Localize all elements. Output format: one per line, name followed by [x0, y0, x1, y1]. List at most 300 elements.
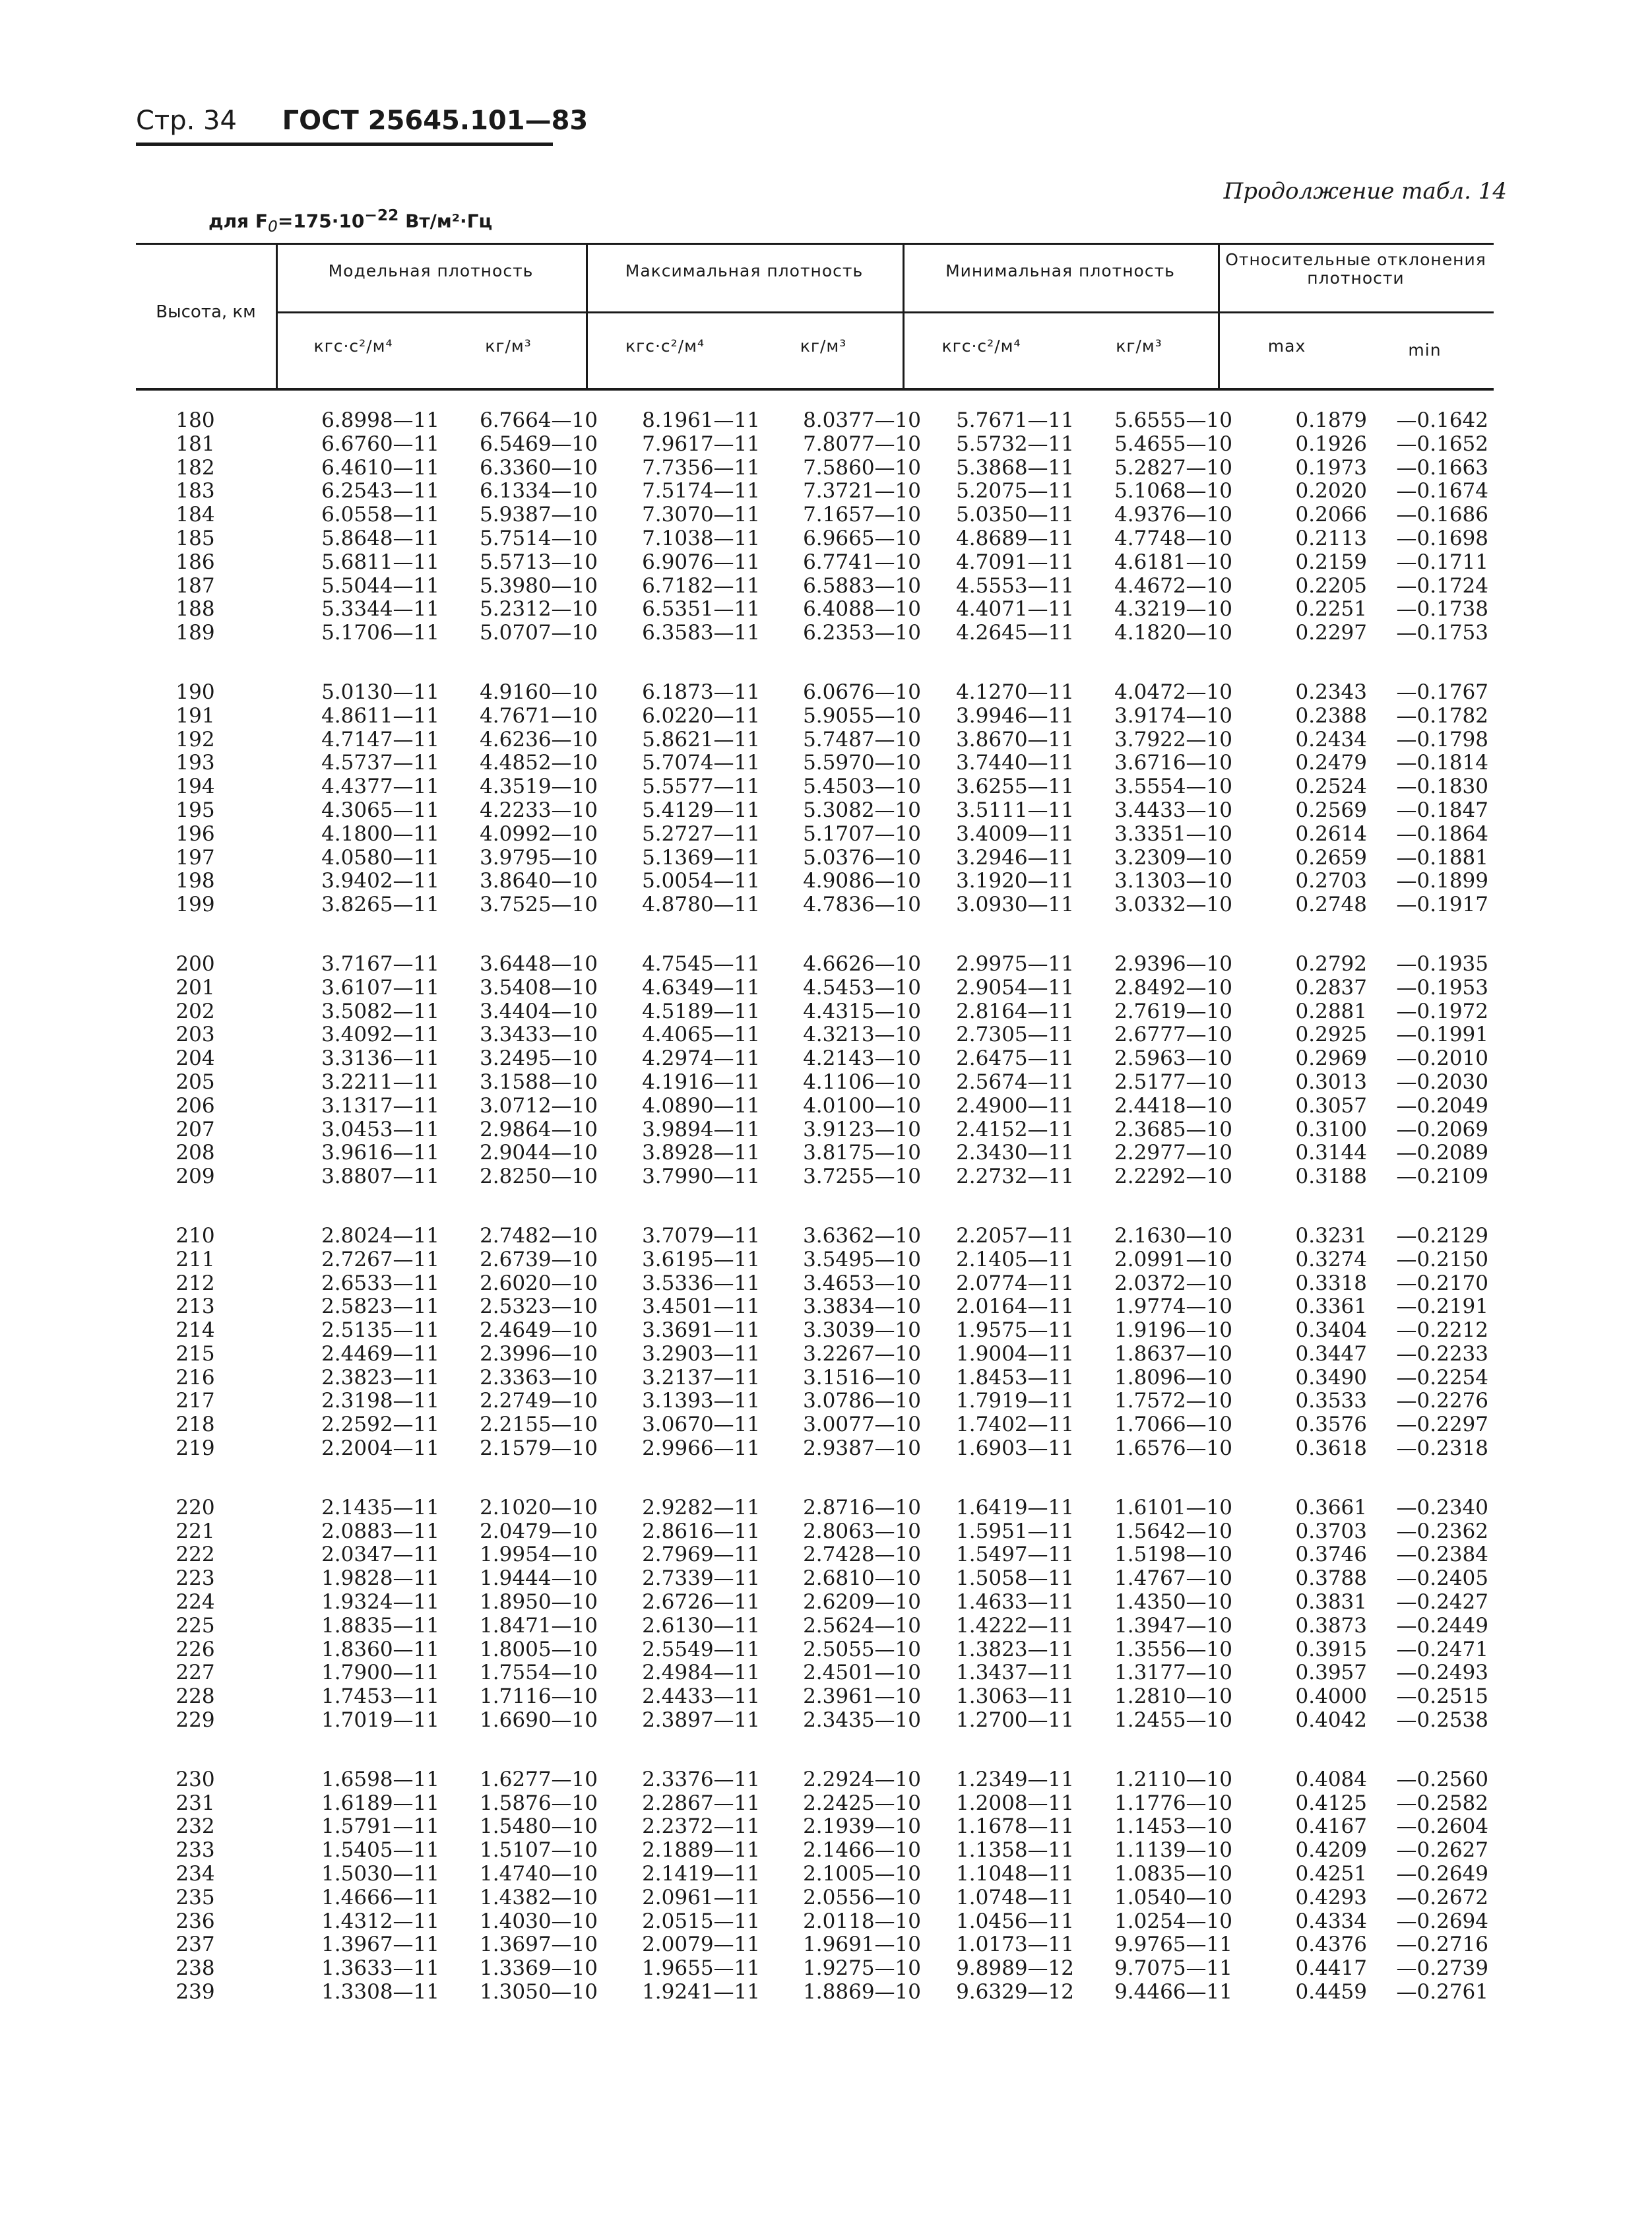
value-cell: 0.3661 — [1295, 1495, 1367, 1520]
value-cell: 4.7091—11 — [956, 550, 1074, 574]
value-cell: 5.5577—11 — [642, 775, 760, 799]
value-cell: 5.4129—11 — [642, 798, 760, 822]
value-cell: 3.0332—10 — [1114, 893, 1232, 917]
row-group — [136, 1496, 1494, 1733]
value-cell: 3.5111—11 — [956, 798, 1074, 822]
value-cell: 1.9828—11 — [321, 1566, 439, 1591]
value-cell: 1.3050—10 — [480, 1980, 598, 2004]
height-cell: 203 — [175, 1023, 215, 1047]
height-cell: 199 — [175, 893, 215, 917]
height-cell: 186 — [175, 550, 215, 574]
value-cell: 2.1889—11 — [642, 1838, 760, 1863]
value-cell: 5.2727—11 — [642, 821, 760, 846]
value-cell: 1.4666—11 — [321, 1885, 439, 1909]
value-cell: 7.3721—10 — [803, 479, 921, 503]
table-row — [136, 1910, 1494, 1934]
table-row — [136, 1000, 1494, 1024]
value-cell: 3.1920—11 — [956, 869, 1074, 893]
value-cell: 1.0456—11 — [956, 1909, 1074, 1933]
height-cell: 235 — [175, 1885, 215, 1909]
value-cell: 7.9617—11 — [642, 432, 760, 456]
value-cell: 2.6209—10 — [803, 1590, 921, 1615]
value-cell: 2.0883—11 — [321, 1519, 439, 1543]
table-row — [136, 1768, 1494, 1792]
value-cell: 1.3437—11 — [956, 1661, 1074, 1685]
value-cell: —0.2384 — [1396, 1543, 1488, 1567]
value-cell: 2.9044—10 — [480, 1141, 598, 1165]
value-cell: 3.5408—10 — [480, 975, 598, 1000]
value-cell: 4.4852—10 — [480, 751, 598, 775]
value-cell: 1.9241—11 — [642, 1980, 760, 2004]
value-cell: 3.4433—10 — [1114, 798, 1232, 822]
value-cell: 2.4900—11 — [956, 1093, 1074, 1118]
value-cell: —0.2089 — [1396, 1141, 1488, 1165]
header-subrule — [903, 311, 1218, 313]
value-cell: 3.0453—11 — [321, 1117, 439, 1141]
value-cell: —0.2191 — [1396, 1295, 1488, 1319]
value-cell: 8.0377—10 — [803, 408, 921, 432]
value-cell: —0.2069 — [1396, 1117, 1488, 1141]
value-cell: 9.4466—11 — [1114, 1980, 1232, 2004]
value-cell: 4.1800—11 — [321, 821, 439, 846]
table-row — [136, 1886, 1494, 1910]
table-row — [136, 728, 1494, 752]
value-cell: 3.2211—11 — [321, 1070, 439, 1094]
value-cell: 3.5495—10 — [803, 1247, 921, 1271]
value-cell: —0.2761 — [1396, 1980, 1488, 2004]
value-cell: 0.3318 — [1295, 1271, 1367, 1295]
value-cell: 3.6448—10 — [480, 951, 598, 976]
table-row — [136, 1863, 1494, 1886]
value-cell: 2.0164—11 — [956, 1295, 1074, 1319]
value-cell: 5.2827—10 — [1114, 455, 1232, 480]
value-cell: —0.1917 — [1396, 893, 1488, 917]
value-cell: 5.0130—11 — [321, 680, 439, 704]
height-cell: 183 — [175, 479, 215, 503]
table-row — [136, 598, 1494, 622]
value-cell: 1.7066—10 — [1114, 1413, 1232, 1437]
unit-min-kgs: кгс·с²/м⁴ — [941, 336, 1021, 356]
value-cell: 4.1270—11 — [956, 680, 1074, 704]
value-cell: 1.3823—11 — [956, 1637, 1074, 1661]
value-cell: 3.9402—11 — [321, 869, 439, 893]
value-cell: 0.3831 — [1295, 1590, 1367, 1615]
value-cell: 4.6349—11 — [642, 975, 760, 1000]
value-cell: 1.2008—11 — [956, 1791, 1074, 1815]
value-cell: 0.2434 — [1295, 727, 1367, 752]
value-cell: 2.8250—10 — [480, 1165, 598, 1189]
value-cell: 3.2267—10 — [803, 1341, 921, 1366]
table-row — [136, 1520, 1494, 1544]
value-cell: 0.3873 — [1295, 1613, 1367, 1638]
value-cell: —0.2340 — [1396, 1495, 1488, 1520]
table-row — [136, 1709, 1494, 1733]
value-cell: 2.2592—11 — [321, 1413, 439, 1437]
value-cell: —0.1991 — [1396, 1023, 1488, 1047]
value-cell: 3.3691—11 — [642, 1318, 760, 1343]
value-cell: 0.4042 — [1295, 1708, 1367, 1733]
table-row — [136, 1957, 1494, 1981]
value-cell: —0.1652 — [1396, 432, 1488, 456]
height-cell: 215 — [175, 1341, 215, 1366]
standard-number: ГОСТ 25645.101—83 — [282, 106, 588, 136]
value-cell: 0.2792 — [1295, 951, 1367, 976]
value-cell: —0.1899 — [1396, 869, 1488, 893]
value-cell: 1.5198—10 — [1114, 1543, 1232, 1567]
table-row — [136, 575, 1494, 598]
value-cell: 5.9387—10 — [480, 503, 598, 527]
value-cell: —0.1814 — [1396, 751, 1488, 775]
value-cell: 0.2159 — [1295, 550, 1367, 574]
value-cell: 1.4030—10 — [480, 1909, 598, 1933]
value-cell: 1.3697—10 — [480, 1933, 598, 1957]
value-cell: —0.2471 — [1396, 1637, 1488, 1661]
height-cell: 198 — [175, 869, 215, 893]
value-cell: 0.2113 — [1295, 526, 1367, 550]
value-cell: —0.2649 — [1396, 1862, 1488, 1886]
value-cell: 1.0835—10 — [1114, 1862, 1232, 1886]
value-cell: 2.3897—11 — [642, 1708, 760, 1733]
value-cell: 3.9894—11 — [642, 1117, 760, 1141]
height-cell: 239 — [175, 1980, 215, 2004]
height-cell: 189 — [175, 621, 215, 645]
value-cell: 5.5713—10 — [480, 550, 598, 574]
value-cell: 2.0079—11 — [642, 1933, 760, 1957]
value-cell: 5.1369—11 — [642, 845, 760, 870]
value-cell: 7.3070—11 — [642, 503, 760, 527]
value-cell: —0.2318 — [1396, 1436, 1488, 1461]
value-cell: 1.3967—11 — [321, 1933, 439, 1957]
table-top-rule — [136, 243, 1494, 245]
value-cell: 4.8780—11 — [642, 893, 760, 917]
height-cell: 234 — [175, 1862, 215, 1886]
value-cell: 5.3980—10 — [480, 573, 598, 598]
value-cell: 4.7671—10 — [480, 703, 598, 728]
value-cell: 0.2020 — [1295, 479, 1367, 503]
value-cell: 2.7969—11 — [642, 1543, 760, 1567]
value-cell: 5.6811—11 — [321, 550, 439, 574]
value-cell: 4.6236—10 — [480, 727, 598, 752]
value-cell: 1.7402—11 — [956, 1413, 1074, 1437]
value-cell: 6.9665—10 — [803, 526, 921, 550]
value-cell: —0.2049 — [1396, 1093, 1488, 1118]
value-cell: 3.4009—11 — [956, 821, 1074, 846]
value-cell: 0.2479 — [1295, 751, 1367, 775]
column-group-max: Максимальная плотность — [625, 261, 864, 280]
value-cell: 1.6419—11 — [956, 1495, 1074, 1520]
value-cell: —0.2493 — [1396, 1661, 1488, 1685]
value-cell: 0.1926 — [1295, 432, 1367, 456]
value-cell: 6.4610—11 — [321, 455, 439, 480]
height-cell: 195 — [175, 798, 215, 822]
row-group — [136, 953, 1494, 1189]
value-cell: 2.3685—10 — [1114, 1117, 1232, 1141]
height-cell: 204 — [175, 1046, 215, 1071]
value-cell: 0.2205 — [1295, 573, 1367, 598]
value-cell: 1.3177—10 — [1114, 1661, 1232, 1685]
table-row — [136, 1095, 1494, 1118]
value-cell: —0.2297 — [1396, 1413, 1488, 1437]
value-cell: —0.2582 — [1396, 1791, 1488, 1815]
value-cell: 5.6555—10 — [1114, 408, 1232, 432]
value-cell: 0.2748 — [1295, 893, 1367, 917]
value-cell: 0.3144 — [1295, 1141, 1367, 1165]
value-cell: 4.0472—10 — [1114, 680, 1232, 704]
value-cell: 4.6181—10 — [1114, 550, 1232, 574]
value-cell: 1.8869—10 — [803, 1980, 921, 2004]
value-cell: 0.3703 — [1295, 1519, 1367, 1543]
value-cell: 5.7514—10 — [480, 526, 598, 550]
height-cell: 202 — [175, 999, 215, 1023]
height-cell: 236 — [175, 1909, 215, 1933]
value-cell: 3.8670—11 — [956, 727, 1074, 752]
value-cell: 0.2881 — [1295, 999, 1367, 1023]
value-cell: 2.2749—10 — [480, 1389, 598, 1413]
value-cell: 0.4084 — [1295, 1767, 1367, 1791]
value-cell: 6.7182—11 — [642, 573, 760, 598]
value-cell: —0.2627 — [1396, 1838, 1488, 1863]
value-cell: —0.1642 — [1396, 408, 1488, 432]
value-cell: 1.2110—10 — [1114, 1767, 1232, 1791]
value-cell: 2.9864—10 — [480, 1117, 598, 1141]
value-cell: 2.4152—11 — [956, 1117, 1074, 1141]
value-cell: 3.7167—11 — [321, 951, 439, 976]
value-cell: 2.6475—11 — [956, 1046, 1074, 1071]
value-cell: 3.8807—11 — [321, 1165, 439, 1189]
value-cell: 2.2924—10 — [803, 1767, 921, 1791]
height-cell: 200 — [175, 951, 215, 976]
height-cell: 238 — [175, 1956, 215, 1981]
value-cell: 4.4065—11 — [642, 1023, 760, 1047]
value-cell: 1.2455—10 — [1114, 1708, 1232, 1733]
value-cell: 3.2495—10 — [480, 1046, 598, 1071]
value-cell: 1.6277—10 — [480, 1767, 598, 1791]
value-cell: —0.2427 — [1396, 1590, 1488, 1615]
value-cell: 1.9444—10 — [480, 1566, 598, 1591]
value-cell: 5.0054—11 — [642, 869, 760, 893]
unit-dev-max: max — [1267, 336, 1306, 356]
value-cell: 5.3868—11 — [956, 455, 1074, 480]
value-cell: 2.3996—10 — [480, 1341, 598, 1366]
header-subrule — [586, 311, 903, 313]
value-cell: 2.8716—10 — [803, 1495, 921, 1520]
value-cell: 2.3376—11 — [642, 1767, 760, 1791]
table-row — [136, 705, 1494, 728]
value-cell: 2.5674—11 — [956, 1070, 1074, 1094]
value-cell: 0.2343 — [1295, 680, 1367, 704]
value-cell: 0.2297 — [1295, 621, 1367, 645]
value-cell: 3.6107—11 — [321, 975, 439, 1000]
value-cell: 0.2388 — [1295, 703, 1367, 728]
value-cell: 5.7671—11 — [956, 408, 1074, 432]
unit-dev-min: min — [1408, 340, 1442, 360]
value-cell: 3.7922—10 — [1114, 727, 1232, 752]
value-cell: 0.4334 — [1295, 1909, 1367, 1933]
value-cell: 5.1707—10 — [803, 821, 921, 846]
value-cell: 5.4503—10 — [803, 775, 921, 799]
value-cell: 3.7990—11 — [642, 1165, 760, 1189]
value-cell: 2.2155—10 — [480, 1413, 598, 1437]
value-cell: 4.2233—10 — [480, 798, 598, 822]
value-cell: 1.3947—10 — [1114, 1613, 1232, 1638]
value-cell: 1.5642—10 — [1114, 1519, 1232, 1543]
value-cell: 4.1106—10 — [803, 1070, 921, 1094]
value-cell: 3.4092—11 — [321, 1023, 439, 1047]
table-body — [136, 409, 1494, 2040]
value-cell: 2.1435—11 — [321, 1495, 439, 1520]
row-group — [136, 1225, 1494, 1461]
value-cell: 1.9324—11 — [321, 1590, 439, 1615]
table-row — [136, 433, 1494, 457]
value-cell: 0.2837 — [1295, 975, 1367, 1000]
unit-model-kg: кг/м³ — [485, 336, 532, 356]
value-cell: —0.1738 — [1396, 597, 1488, 622]
header-subrule — [1218, 311, 1494, 313]
table-header-rule — [136, 388, 1494, 391]
table-row — [136, 1815, 1494, 1839]
value-cell: 2.4984—11 — [642, 1661, 760, 1685]
value-cell: 4.2645—11 — [956, 621, 1074, 645]
value-cell: 4.4315—10 — [803, 999, 921, 1023]
height-cell: 228 — [175, 1684, 215, 1709]
height-cell: 206 — [175, 1093, 215, 1118]
value-cell: 2.6810—10 — [803, 1566, 921, 1591]
value-cell: 1.4767—10 — [1114, 1566, 1232, 1591]
table-row — [136, 976, 1494, 1000]
value-cell: 0.3788 — [1295, 1566, 1367, 1591]
value-cell: 3.3039—10 — [803, 1318, 921, 1343]
table-row — [136, 622, 1494, 645]
value-cell: 1.2810—10 — [1114, 1684, 1232, 1709]
value-cell: 2.4433—11 — [642, 1684, 760, 1709]
value-cell: 3.2309—10 — [1114, 845, 1232, 870]
value-cell: 3.4404—10 — [480, 999, 598, 1023]
value-cell: 2.2867—11 — [642, 1791, 760, 1815]
value-cell: —0.2716 — [1396, 1933, 1488, 1957]
value-cell: 1.3063—11 — [956, 1684, 1074, 1709]
value-cell: 2.8024—11 — [321, 1223, 439, 1248]
value-cell: 2.1419—11 — [642, 1862, 760, 1886]
value-cell: 2.8063—10 — [803, 1519, 921, 1543]
value-cell: 0.3361 — [1295, 1295, 1367, 1319]
value-cell: 4.7836—10 — [803, 893, 921, 917]
height-cell: 205 — [175, 1070, 215, 1094]
value-cell: 0.2925 — [1295, 1023, 1367, 1047]
value-cell: 0.3746 — [1295, 1543, 1367, 1567]
value-cell: 1.1358—11 — [956, 1838, 1074, 1863]
row-group — [136, 1768, 1494, 2004]
table-row — [136, 752, 1494, 775]
value-cell: 2.6739—10 — [480, 1247, 598, 1271]
value-cell: —0.2150 — [1396, 1247, 1488, 1271]
value-cell: 1.5107—10 — [480, 1838, 598, 1863]
value-cell: 3.7079—11 — [642, 1223, 760, 1248]
value-cell: 4.9376—10 — [1114, 503, 1232, 527]
value-cell: 1.1776—10 — [1114, 1791, 1232, 1815]
value-cell: 3.4653—10 — [803, 1271, 921, 1295]
value-cell: —0.2254 — [1396, 1365, 1488, 1390]
value-cell: 0.4293 — [1295, 1885, 1367, 1909]
height-cell: 232 — [175, 1814, 215, 1839]
table-row — [136, 1366, 1494, 1390]
value-cell: 2.0961—11 — [642, 1885, 760, 1909]
height-cell: 231 — [175, 1791, 215, 1815]
value-cell: —0.2449 — [1396, 1613, 1488, 1638]
value-cell: 0.3404 — [1295, 1318, 1367, 1343]
value-cell: 0.2969 — [1295, 1046, 1367, 1071]
value-cell: 3.0786—10 — [803, 1389, 921, 1413]
condition-prefix: для F — [208, 210, 268, 232]
value-cell: 1.2349—11 — [956, 1767, 1074, 1791]
unit-model-kgs: кгс·с²/м⁴ — [313, 336, 393, 356]
value-cell: 3.2903—11 — [642, 1341, 760, 1366]
value-cell: 0.4376 — [1295, 1933, 1367, 1957]
value-cell: 3.3834—10 — [803, 1295, 921, 1319]
height-cell: 191 — [175, 703, 215, 728]
value-cell: —0.1698 — [1396, 526, 1488, 550]
value-cell: 2.3435—10 — [803, 1708, 921, 1733]
value-cell: —0.2739 — [1396, 1956, 1488, 1981]
table-row — [136, 457, 1494, 480]
value-cell: 0.4459 — [1295, 1980, 1367, 2004]
value-cell: 6.2543—11 — [321, 479, 439, 503]
height-cell: 226 — [175, 1637, 215, 1661]
value-cell: 5.9055—10 — [803, 703, 921, 728]
table-row — [136, 1390, 1494, 1413]
value-cell: 4.3519—10 — [480, 775, 598, 799]
value-cell: 1.0748—11 — [956, 1885, 1074, 1909]
value-cell: 2.5549—11 — [642, 1637, 760, 1661]
value-cell: 3.7255—10 — [803, 1165, 921, 1189]
value-cell: 0.2659 — [1295, 845, 1367, 870]
value-cell: 1.7116—10 — [480, 1684, 598, 1709]
table-row — [136, 1591, 1494, 1615]
value-cell: 2.7619—10 — [1114, 999, 1232, 1023]
value-cell: 0.4000 — [1295, 1684, 1367, 1709]
value-cell: 1.5791—11 — [321, 1814, 439, 1839]
value-cell: 0.3618 — [1295, 1436, 1367, 1461]
value-cell: 2.2732—11 — [956, 1165, 1074, 1189]
value-cell: 9.8989—12 — [956, 1956, 1074, 1981]
value-cell: 7.5860—10 — [803, 455, 921, 480]
value-cell: 2.9975—11 — [956, 951, 1074, 976]
value-cell: 3.0670—11 — [642, 1413, 760, 1437]
value-cell: 3.9174—10 — [1114, 703, 1232, 728]
value-cell: 2.5055—10 — [803, 1637, 921, 1661]
value-cell: 1.5030—11 — [321, 1862, 439, 1886]
column-group-min: Минимальная плотность — [945, 261, 1175, 280]
value-cell: 0.1879 — [1295, 408, 1367, 432]
value-cell: 1.3369—10 — [480, 1956, 598, 1981]
value-cell: 5.8621—11 — [642, 727, 760, 752]
value-cell: —0.1753 — [1396, 621, 1488, 645]
value-cell: 6.0220—11 — [642, 703, 760, 728]
value-cell: —0.2010 — [1396, 1046, 1488, 1071]
value-cell: 2.4469—11 — [321, 1341, 439, 1366]
value-cell: 1.5480—10 — [480, 1814, 598, 1839]
height-cell: 192 — [175, 727, 215, 752]
height-cell: 229 — [175, 1708, 215, 1733]
value-cell: 3.6716—10 — [1114, 751, 1232, 775]
value-cell: 5.7074—11 — [642, 751, 760, 775]
value-cell: 0.2066 — [1295, 503, 1367, 527]
value-cell: 6.0676—10 — [803, 680, 921, 704]
value-cell: 3.9946—11 — [956, 703, 1074, 728]
value-cell: 1.6101—10 — [1114, 1495, 1232, 1520]
value-cell: 2.9966—11 — [642, 1436, 760, 1461]
value-cell: 4.5453—10 — [803, 975, 921, 1000]
table-row — [136, 503, 1494, 527]
